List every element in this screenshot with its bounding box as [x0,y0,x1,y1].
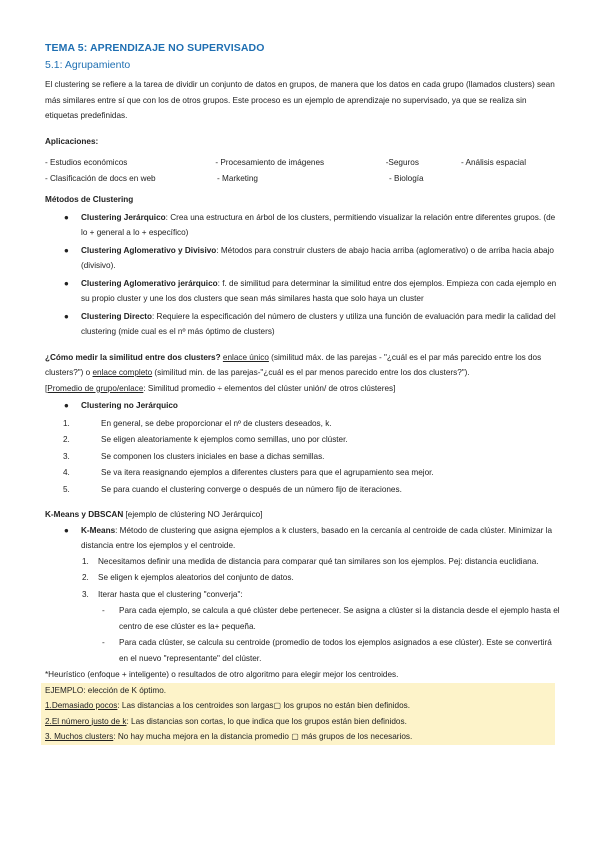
step-text: Se eligen aleatoriamente k ejemplos como semillas, uno por clúster. [101,435,348,444]
step-text: Se va itera reasignando ejemplos a diferentes clusters para que el agrupamiento sea mejor. [101,468,434,477]
list-item [45,243,560,274]
ejemplo-line [45,698,555,714]
promedio-term: [Promedio de grupo/enlace [45,383,144,393]
ejemplo-text: : No hay mucha mejora en la distancia promedio ▢ más grupos de los necesarios. [113,732,413,741]
list-item [45,416,560,432]
no-jerarquico-steps [45,416,560,498]
no-jerarquico-list [45,398,560,414]
list-item [45,482,560,498]
step-text: Se componen los clusters iniciales en base a dichas semillas. [101,451,325,461]
list-item [45,432,560,448]
metodo-term: Clustering Aglomerativo jerárquico [81,278,218,288]
heuristic-note: *Heurístico (enfoque + inteligente) o resultados de otro algoritmo para elegir mejor los centroides. [45,670,399,679]
step-text: Se eligen k ejemplos aleatorios del conjunto de datos. [98,573,294,582]
list-item [45,398,560,414]
similitud-text-1: (similitud máx. de las parejas - "¿cuál es el par más parecido entre los dos clusters?") o [45,352,542,377]
list-item [45,570,560,586]
aplicacion-item: -Seguros [385,158,419,167]
enlace-unico-term: enlace único [222,352,269,362]
metodo-term: Clustering Jerárquico [81,212,166,222]
kmeans-steps [45,554,560,603]
step-number: 4. [63,468,70,477]
ejemplo-highlight-block [41,683,555,745]
step-text: Iterar hasta que el clustering "converja": [98,589,243,599]
ejemplo-line [45,714,555,730]
metodos-heading: Métodos de Clustering [45,195,134,204]
list-item [45,449,560,465]
aplicacion-item: - Estudios económicos [45,158,128,167]
bullet-icon: ● [64,212,69,222]
aplicacion-item: - Clasificación de docs en web [45,173,156,183]
section-subtitle: 5.1: Agrupamiento [45,59,131,71]
list-item [45,309,560,340]
no-jerarquico-title: Clustering no Jerárquico [81,401,178,410]
intro-paragraph: El clustering se refiere a la tarea de dividir un conjunto de datos en grupos, de manera que los datos en cada grupo (llamados clusters) sean más similares entre sí que con los de otros grupos. Este proceso es un ejemplo de aprendizaje no supervisado, ya que se realiza sin etiquetas predefinidas. [45,80,555,120]
kmeans-heading-title: K-Means y DBSCAN [45,510,124,519]
kmeans-heading-note: [ejemplo de clústering NO Jerárquico] [123,510,263,519]
step-text: Se para cuando el clustering converge o después de un número fijo de iteraciones. [101,484,402,494]
list-item [45,276,560,307]
step-number: 2. [82,573,89,582]
metodo-text: : Métodos para construir clusters de abajo hacia arriba (aglomerativo) o de arriba hacia abajo (divisivo). [81,245,554,270]
similitud-text-2: (similitud min. de las parejas-"¿cuál es el par menos parecido entre los dos clusters?"). [152,368,470,377]
step-number: 2. [63,435,70,444]
step-number: 1. [63,418,70,428]
ejemplo-text: : Las distancias a los centroides son largas▢ los grupos no están bien definidos. [117,701,411,710]
step-number: 3. [63,451,70,461]
promedio-paragraph [45,381,560,397]
metodo-text: : Crea una estructura en árbol de los clusters, permitiendo visualizar la relación entre diferentes grupos. (de lo + general a lo + específico) [81,212,556,237]
bullet-icon: ● [64,278,69,288]
ejemplo-text: : Las distancias son cortas, lo que indica que los grupos están bien definidos. [126,716,407,726]
ejemplo-heading: EJEMPLO: elección de K óptimo. [45,685,167,695]
step-text: En general, se debe proporcionar el nº de clusters deseados, k. [101,418,332,428]
step-text: Necesitamos definir una medida de distancia para comparar qué tan similares son los ejemplos. Pej: distancia euclidiana. [98,556,539,566]
list-item [45,554,560,570]
metodo-term: Clustering Aglomerativo y Divisivo [81,245,217,255]
aplicaciones-grid [45,155,560,186]
step-number: 1. [82,556,89,566]
aplicacion-item: - Procesamiento de imágenes [215,158,325,167]
kmeans-heading [45,507,560,523]
list-item [45,603,560,634]
list-item [45,523,560,554]
substep-text: Para cada ejemplo, se calcula a qué clúster debe pertenecer. Se asigna a clúster si la distancia desde el ejemplo hasta el centro de ese clúster es la+ pequeña. [119,606,560,631]
bullet-icon: ● [64,245,69,255]
metodo-term: Clustering Directo [81,311,152,321]
ejemplo-label: 2.El número justo de k [45,716,127,726]
similitud-question: ¿Cómo medir la similitud entre dos clusters? [45,352,221,362]
aplicaciones-row [45,155,560,171]
promedio-text: : Similitud promedio ÷ elementos del clúster unión/ de otros clústeres] [143,383,396,393]
document-title: TEMA 5: APRENDIZAJE NO SUPERVISADO [45,42,265,54]
step-number: 3. [82,589,89,599]
list-item [45,465,560,481]
metodo-text: : Requiere la especificación del número de clusters y utiliza una función de evaluación para medir la calidad del clustering (mide cual es el nº más óptimo de clusters) [81,311,556,336]
ejemplo-line [45,729,555,745]
step-number: 5. [63,484,70,494]
kmeans-substeps [45,603,560,666]
bullet-icon: ● [64,525,69,535]
ejemplo-label: 3. Muchos clusters [45,732,114,741]
aplicacion-item: - Biología [389,173,424,183]
metodos-list [45,210,560,340]
bullet-icon: ● [64,311,69,321]
dash-marker: - [102,606,105,615]
list-item [45,635,560,666]
aplicacion-item: - Análisis espacial [460,158,527,167]
aplicaciones-row [45,171,560,187]
similitud-paragraph [45,350,560,381]
substep-text: Para cada clúster, se calcula su centroide (promedio de todos los ejemplos asignados a ese clúster). Este se convertirá en el nuevo "representante" del clúster. [119,638,552,663]
aplicaciones-heading: Aplicaciones: [45,136,99,146]
kmeans-term: K-Means [81,525,116,535]
list-item [45,210,560,241]
ejemplo-label: 1.Demasiado pocos [45,701,118,710]
metodo-text: : f. de similitud para determinar la similitud entre dos ejemplos. Empieza con cada ejemplo en su propio cluster y une los dos clusters que sean más similares hasta que solo haya un cluster [81,278,557,303]
dash-marker: - [102,638,105,647]
list-item [45,587,560,603]
enlace-completo-term: enlace completo [92,368,153,377]
kmeans-list [45,523,560,554]
bullet-icon: ● [64,401,69,410]
kmeans-text: : Método de clustering que asigna ejemplos a k clusters, basado en la cercanía al centroide de cada clúster. Minimizar la distancia entre los ejemplos y el centroide. [81,525,553,550]
aplicacion-item: - Marketing [217,173,258,183]
